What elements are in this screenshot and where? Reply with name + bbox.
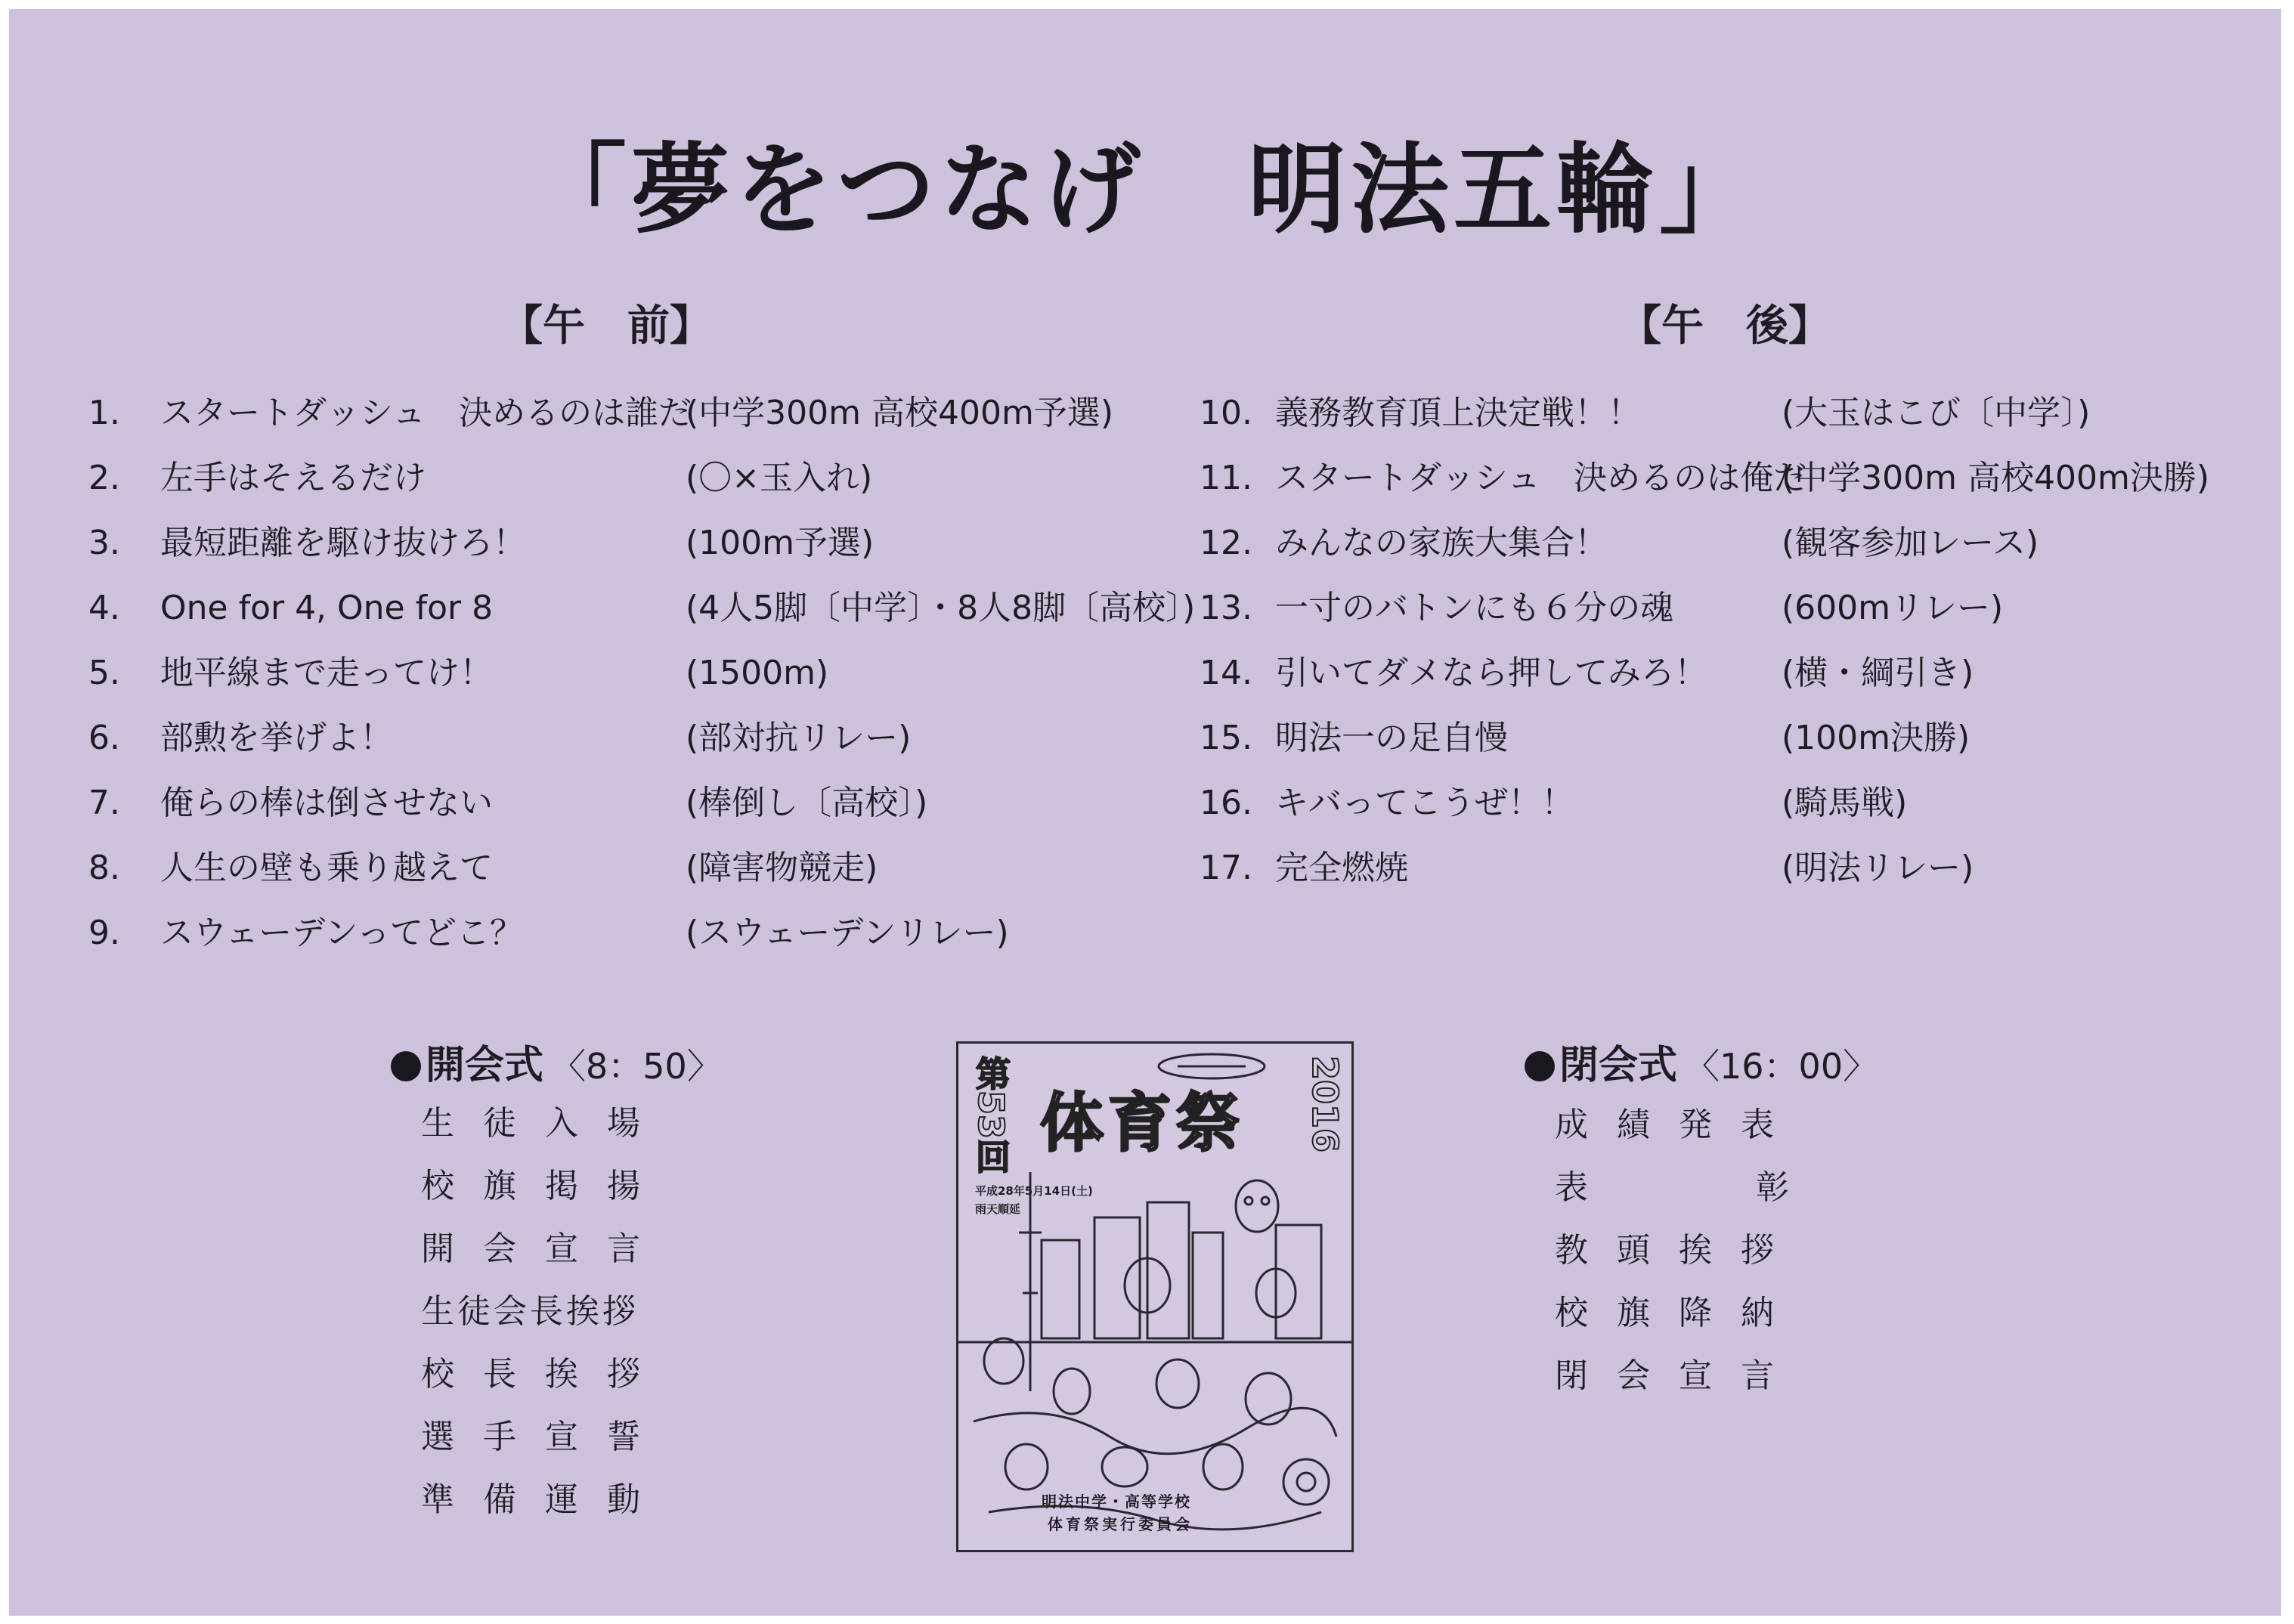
event-number: 10. (1200, 394, 1252, 432)
event-number: 9. (88, 914, 120, 952)
ceremony-item (1555, 1165, 1789, 1228)
ceremony-item-char: 彰 (1756, 1168, 1789, 1207)
event-note: (4人5脚〔中学〕・8人8脚〔高校〕) (686, 589, 1196, 627)
event-number: 1. (88, 394, 120, 432)
event-number: 8. (88, 849, 120, 887)
event-name: 明法一の足自慢 (1275, 719, 1508, 757)
event-name: 人生の壁も乗り越えて (160, 849, 493, 887)
ceremony-item: 開会宣言 (421, 1230, 669, 1268)
event-name: 完全燃焼 (1275, 849, 1408, 887)
ceremony-item: 校旗降納 (1555, 1294, 1803, 1332)
event-name: スタートダッシュ 決めるのは誰だ (160, 394, 692, 432)
event-note: (部対抗リレー) (686, 719, 912, 757)
event-number: 11. (1200, 459, 1252, 497)
festival-poster-image (956, 1041, 1354, 1552)
ceremony-item: 選手宣誓 (421, 1418, 669, 1456)
event-number: 14. (1200, 654, 1252, 692)
event-note: (100m予選) (686, 524, 875, 562)
opening-ceremony-heading (391, 1033, 722, 1090)
event-number: 17. (1200, 849, 1252, 887)
event-number: 3. (88, 524, 120, 562)
ceremony-item: 生徒会長挨拶 (421, 1292, 639, 1331)
event-note: (600mリレー) (1782, 589, 2004, 627)
closing-ceremony-heading (1525, 1033, 1878, 1090)
event-number: 15. (1200, 719, 1252, 757)
poster-rain-note: 雨天順延 (975, 1202, 1021, 1216)
bullet-dot-icon (1525, 1051, 1555, 1081)
event-note: (〇×玉入れ) (686, 459, 873, 497)
event-note: (障害物競走) (686, 849, 878, 887)
morning-heading: 【午 前】 (500, 302, 712, 351)
bullet-dot-icon (391, 1051, 421, 1081)
ceremony-item: 準備運動 (421, 1480, 669, 1519)
event-number: 5. (88, 654, 120, 692)
event-number: 4. (88, 589, 120, 627)
event-name: 部勲を挙げよ！ (160, 719, 393, 757)
event-note: (1500m) (686, 654, 829, 692)
event-name: 最短距離を駆け抜けろ！ (160, 524, 526, 562)
event-note: (観客参加レース) (1782, 524, 2039, 562)
closing-ceremony-label: 閉会式 (1559, 1043, 1678, 1088)
ceremony-item: 生徒入場 (421, 1104, 669, 1143)
event-name: スウェーデンってどこ？ (160, 914, 524, 952)
event-number: 16. (1200, 784, 1252, 822)
event-note: (横・綱引き) (1782, 654, 1974, 692)
event-note: (中学300m 高校400m決勝) (1782, 459, 2210, 497)
poster-title: 体育祭 (1040, 1086, 1245, 1160)
event-number: 6. (88, 719, 120, 757)
closing-ceremony-time: 〈16：00〉 (1685, 1046, 1878, 1087)
ceremony-item: 閉会宣言 (1555, 1356, 1803, 1395)
event-name: 地平線まで走ってけ！ (160, 654, 493, 692)
poster-date: 平成28年5月14日(土) (975, 1184, 1093, 1198)
event-name: キバってこうぜ！！ (1275, 784, 1574, 822)
ceremony-item: 成績発表 (1555, 1106, 1803, 1144)
event-name: みんなの家族大集合！ (1275, 524, 1608, 562)
event-name: One for 4, One for 8 (160, 589, 494, 627)
event-note: (棒倒し〔高校〕) (686, 784, 928, 822)
opening-ceremony-list (421, 1101, 669, 1540)
poster-organizer-school: 明法中学・高等学校 (1042, 1493, 1191, 1511)
event-number: 7. (88, 784, 120, 822)
event-number: 12. (1200, 524, 1252, 562)
afternoon-heading: 【午 後】 (1619, 302, 1831, 351)
event-name: スタートダッシュ 決めるのは俺だ (1275, 459, 1807, 497)
poster-organizer-committee: 体育祭実行委員会 (1048, 1515, 1193, 1533)
opening-ceremony-time: 〈8：50〉 (551, 1046, 722, 1087)
event-name: 引いてダメなら押してみろ！ (1275, 654, 1707, 692)
event-name: 俺らの棒は倒させない (160, 784, 493, 822)
ceremony-item: 校旗掲揚 (421, 1167, 669, 1205)
ceremony-item: 校長挨拶 (421, 1355, 669, 1394)
ceremony-item: 教頭挨拶 (1555, 1231, 1803, 1270)
event-number: 13. (1200, 589, 1252, 627)
event-name: 一寸のバトンにも６分の魂 (1275, 589, 1674, 627)
event-name: 左手はそえるだけ (160, 459, 426, 497)
poster-year: 2016 (1305, 1056, 1345, 1153)
event-note: (大玉はこび〔中学〕) (1782, 394, 2091, 432)
event-note: (中学300m 高校400m予選) (686, 394, 1114, 432)
ceremony-item-char: 表 (1555, 1168, 1588, 1207)
event-note: (100m決勝) (1782, 719, 1970, 757)
event-name: 義務教育頂上決定戦！！ (1275, 394, 1641, 432)
poster-edition: 第53回 (971, 1056, 1011, 1174)
opening-ceremony-label: 開会式 (426, 1043, 544, 1088)
event-note: (騎馬戦) (1782, 784, 1908, 822)
event-note: (明法リレー) (1782, 849, 1974, 887)
page-title: 「夢をつなげ 明法五輪」 (528, 132, 1762, 247)
closing-ceremony-list (1555, 1103, 1803, 1416)
event-note: (スウェーデンリレー) (686, 914, 1009, 952)
program-sheet (9, 9, 2281, 1616)
event-number: 2. (88, 459, 120, 497)
